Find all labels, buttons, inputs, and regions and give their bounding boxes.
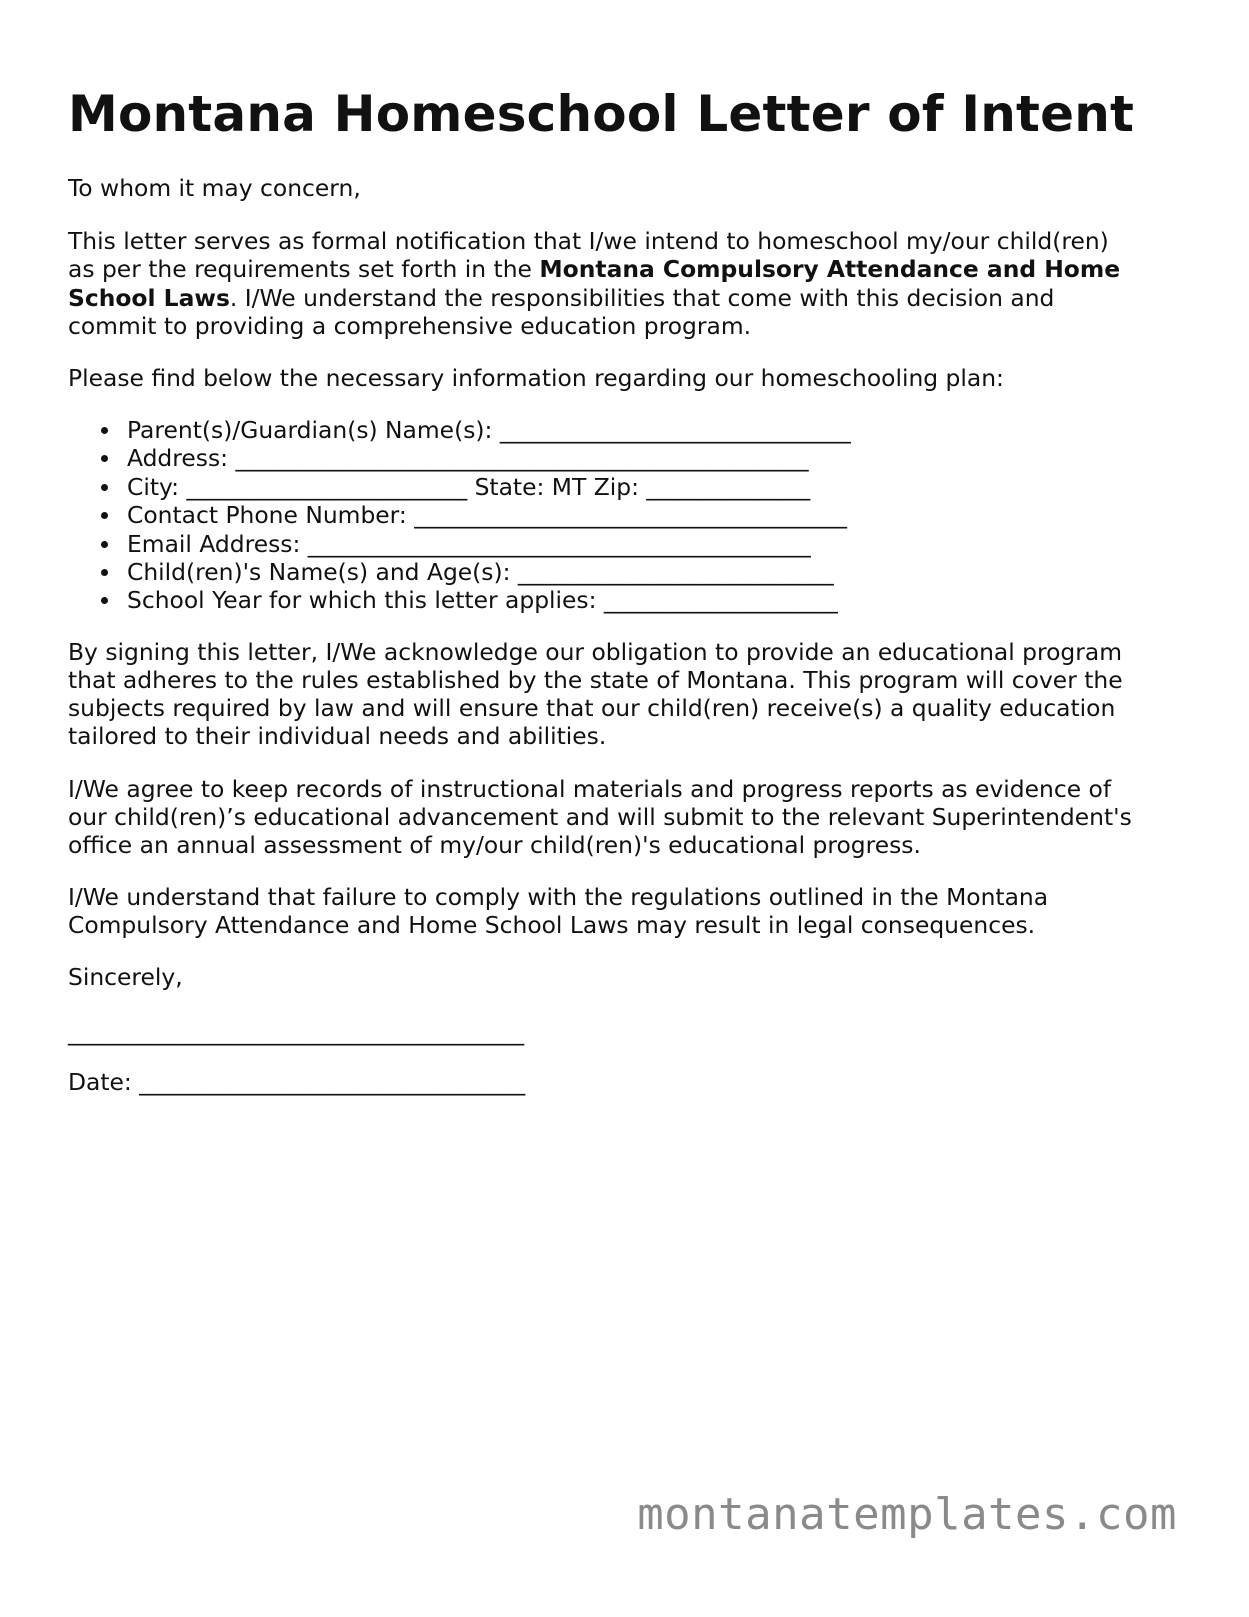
- field-school-year: [68, 586, 851, 614]
- acknowledgement-line: By signing this letter, I/We acknowledge our obligation to provide an educational program: [68, 638, 1123, 666]
- law-name-part-2: School Laws: [68, 284, 230, 312]
- records-line: I/We agree to keep records of instructional materials and progress reports as evidence of: [68, 775, 1112, 803]
- bullet-icon: [101, 512, 108, 519]
- field-text: School Year for which this letter applies: ____________________: [127, 586, 838, 615]
- field-text: Parent(s)/Guardian(s) Name(s): ______________________________: [127, 416, 851, 444]
- field-email-address: [68, 530, 851, 558]
- field-contact-phone: [68, 501, 851, 529]
- bullet-icon: [101, 569, 108, 576]
- intro-line-4: commit to providing a comprehensive education program.: [68, 312, 752, 340]
- bullet-icon: [101, 484, 108, 491]
- field-address: [68, 444, 851, 472]
- field-text: Email Address: ___________________________________________: [127, 529, 811, 558]
- intro-line-3: [68, 284, 1054, 313]
- field-text: Address: _________________________________________________: [127, 444, 809, 473]
- greeting: To whom it may concern,: [68, 174, 361, 202]
- page-title: Montana Homeschool Letter of Intent: [68, 85, 1135, 143]
- acknowledgement-line: subjects required by law and will ensure that our child(ren) receive(s) a quality education: [68, 694, 1116, 722]
- signature-line: _______________________________________: [68, 1018, 525, 1046]
- intro-line-2: [68, 255, 1120, 284]
- law-name-part-1: Montana Compulsory Attendance and Home: [539, 255, 1121, 283]
- acknowledgement-line: tailored to their individual needs and abilities.: [68, 722, 607, 750]
- records-line: our child(ren)’s educational advancement and will submit to the relevant Superintendent's: [68, 803, 1132, 831]
- closing: Sincerely,: [68, 963, 183, 991]
- bullet-icon: [101, 597, 108, 604]
- intro-line-1: This letter serves as formal notification that I/we intend to homeschool my/our child(ren): [68, 227, 1109, 255]
- compliance-line: Compulsory Attendance and Home School Laws may result in legal consequences.: [68, 911, 1036, 939]
- date-line: Date: _________________________________: [68, 1068, 526, 1096]
- info-intro: Please find below the necessary information regarding our homeschooling plan:: [68, 364, 1004, 392]
- intro-line-2-text: as per the requirements set forth in the: [68, 255, 540, 283]
- field-children-names-ages: [68, 558, 851, 586]
- acknowledgement-line: that adheres to the rules established by the state of Montana. This program will cover the: [68, 666, 1123, 694]
- bullet-icon: [101, 455, 108, 462]
- bullet-icon: [101, 541, 108, 548]
- field-text: Child(ren)'s Name(s) and Age(s): ___________________________: [127, 558, 834, 587]
- field-text: Contact Phone Number: _____________________________________: [127, 501, 847, 530]
- intro-line-3-text: . I/We understand the responsibilities that come with this decision and: [229, 284, 1055, 312]
- field-parent-guardian-names: [68, 416, 851, 444]
- bullet-icon: [101, 427, 108, 434]
- field-city-state-zip: [68, 473, 851, 501]
- field-text: City: ________________________ State: MT Zip: ______________: [127, 472, 811, 501]
- site-watermark: montanatemplates.com: [637, 1489, 1177, 1540]
- compliance-line: I/We understand that failure to comply with the regulations outlined in the Montana: [68, 883, 1049, 911]
- info-field-list: [68, 416, 851, 615]
- records-line: office an annual assessment of my/our child(ren)'s educational progress.: [68, 831, 921, 859]
